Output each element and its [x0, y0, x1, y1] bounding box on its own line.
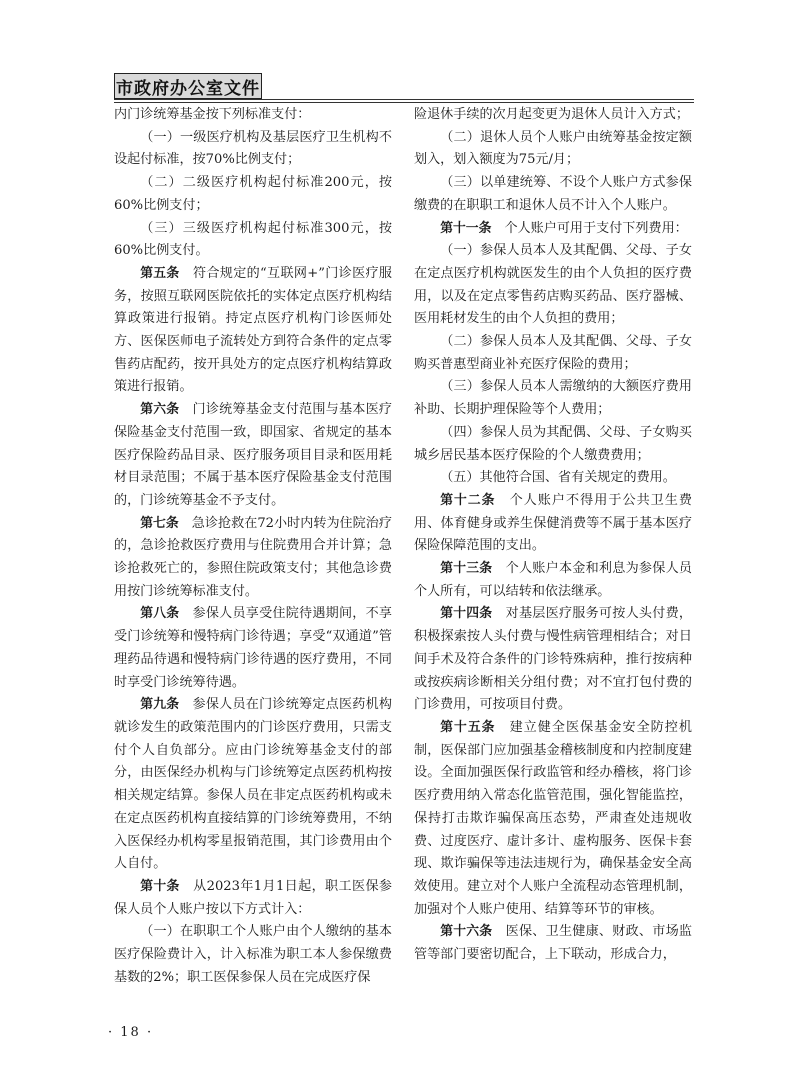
- paragraph-text: （二）二级医疗机构起付标准200元，按60%比例支付；: [114, 175, 392, 213]
- paragraph-text: 医保、卫生健康、财政、市场监管等部门要密切配合，上下联动，形成合力，: [414, 924, 692, 963]
- paragraph-text: （三）以单建统筹、不设个人账户方式参保缴费的在职职工和退休人员不计入个人账户。: [414, 175, 692, 213]
- article-number: 第十四条: [440, 606, 493, 622]
- article-number: 第六条: [140, 402, 180, 418]
- paragraph: [114, 104, 392, 127]
- paragraph-text: 对基层医疗服务可按人头付费，积极探索按人头付费与慢性病管理相结合；对日间手术及符合条件的门诊特殊病种，推行按病种或按疾病诊断相关分组付费；对不宜打包付费的门诊费用，可按项目付费。: [414, 606, 692, 713]
- paragraph-text: 个人账户可用于支付下列费用：: [504, 220, 688, 236]
- paragraph-text: （四）参保人员为其配偶、父母、子女购买城乡居民基本医疗保险的个人缴费费用；: [414, 424, 692, 463]
- paragraph-text: （三）参保人员本人需缴纳的大额医疗费用补助、长期护理保险等个人费用；: [414, 379, 692, 418]
- header-title: 市政府办公室文件: [114, 73, 262, 99]
- paragraph-text: 参保人员在门诊统筹定点医药机构就诊发生的政策范围内的门诊医疗费用，只需支付个人自负部分。应由门诊统筹基金支付的部分，由医保经办机构与门诊统筹定点医药机构按相关规定结算。参保人员在非定点医药机构或未在定点医药机构直接结算的门诊统筹费用，不纳入医保经办机构零星报销范围，其门诊费用由个人自付。: [114, 697, 393, 872]
- paragraph: [414, 218, 692, 241]
- paragraph-text: （三）三级医疗机构起付标准300元，按60%比例支付。: [114, 220, 392, 259]
- paragraph-text: （一）一级医疗机构及基层医疗卫生机构不设起付标准，按70%比例支付；: [114, 129, 392, 168]
- left-text-column: [114, 104, 392, 989]
- article-number: 第十一条: [440, 220, 492, 236]
- paragraph-text: 险退休手续的次月起变更为退休人员计入方式；: [414, 107, 689, 122]
- paragraph-text: 内门诊统筹基金按下列标准支付：: [114, 107, 311, 122]
- article-number: 第九条: [140, 697, 180, 713]
- paragraph: [414, 376, 692, 421]
- paragraph: [414, 104, 692, 127]
- article-number: 第十五条: [440, 719, 496, 735]
- paragraph: [114, 218, 392, 263]
- header-rule-secondary: [114, 102, 694, 103]
- paragraph-text: 从2023年1月1日起，职工医保参保人员个人账户按以下方式计入：: [114, 878, 393, 917]
- paragraph: [414, 603, 692, 717]
- paragraph: [414, 490, 692, 558]
- article-number: 第十六条: [440, 924, 493, 940]
- paragraph-text: （一）在职职工个人账户由个人缴纳的基本医疗保险费计入，计入标准为职工本人参保缴费基数的2%；职工医保参保人员在完成医疗保: [114, 924, 392, 985]
- paragraph-text: 个人账户不得用于公共卫生费用、体育健身或养生保健消费等不属于基本医疗保险保障范围的支出。: [414, 492, 693, 554]
- paragraph: [114, 876, 392, 921]
- right-text-column: [414, 104, 692, 967]
- paragraph: [114, 399, 392, 513]
- paragraph: [414, 240, 692, 331]
- paragraph: [114, 513, 392, 604]
- paragraph-text: 门诊统筹基金支付范围与基本医疗保险基金支付范围一致，即国家、省规定的基本医疗保险药品目录、医疗服务项目目录和医用耗材目录范围；不属于基本医疗保险基金支付范围的，门诊统筹基金不予支付。: [114, 402, 393, 508]
- paragraph: [114, 603, 392, 694]
- header-rule: [114, 99, 694, 100]
- paragraph: [414, 558, 692, 603]
- paragraph-text: （五）其他符合国、省有关规定的费用。: [440, 470, 676, 486]
- paragraph: [414, 331, 692, 376]
- article-number: 第八条: [140, 606, 180, 622]
- article-number: 第十三条: [440, 561, 493, 577]
- paragraph: [114, 127, 392, 172]
- paragraph: [414, 172, 692, 217]
- paragraph: [114, 921, 392, 989]
- paragraph: [414, 717, 692, 921]
- article-number: 第十二条: [440, 492, 496, 508]
- paragraph-text: （二）退休人员个人账户由统筹基金按定额划入，划入额度为75元/月；: [414, 129, 692, 168]
- paragraph-text: 建立健全医保基金安全防控机制，医保部门应加强基金稽核制度和内控制度建设。全面加强医保行政监管和经办稽核，将门诊医疗费用纳入常态化监管范围，强化智能监控，保持打击欺诈骗保高压态势，严肃查处违规收费、过度医疗、虚计多计、虚构服务、医保卡套现、欺诈骗保等违法违规行为，确保基金安全高效使用。建立对个人账户全流程动态管理机制，加强对个人账户使用、结算等环节的审核。: [414, 719, 693, 917]
- paragraph: [414, 921, 692, 966]
- paragraph-text: 符合规定的“互联网+”门诊医疗服务，按照互联网医院依托的实体定点医疗机构结算政策进行报销。持定点医疗机构门诊医师处方、医保医师电子流转处方到符合条件的定点零售药店配药，按开具处方的定点医疗机构结算政策进行报销。: [114, 265, 393, 395]
- article-number: 第十条: [140, 878, 180, 894]
- article-number: 第五条: [140, 265, 180, 281]
- paragraph: [414, 127, 692, 172]
- paragraph-text: 个人账户本金和利息为参保人员个人所有，可以结转和依法继承。: [414, 561, 692, 599]
- paragraph-text: （二）参保人员本人及其配偶、父母、子女购买普惠型商业补充医疗保险的费用；: [414, 334, 692, 372]
- paragraph: [414, 422, 692, 467]
- paragraph: [114, 694, 392, 876]
- paragraph: [114, 172, 392, 217]
- paragraph: [114, 263, 392, 399]
- article-number: 第七条: [140, 515, 179, 531]
- page-number: · 18 ·: [108, 1025, 154, 1040]
- document-header: [114, 71, 694, 101]
- paragraph: [414, 467, 692, 490]
- paragraph-text: （一）参保人员本人及其配偶、父母、子女在定点医疗机构就医发生的由个人负担的医疗费用，以及在定点零售药店购买药品、医疗器械、医用耗材发生的由个人负担的费用；: [414, 243, 692, 327]
- paragraph-text: 急诊抢救在72小时内转为住院治疗的，急诊抢救医疗费用与住院费用合并计算；急诊抢救死亡的，参照住院政策支付；其他急诊费用按门诊统筹标准支付。: [114, 515, 392, 599]
- paragraph-text: 参保人员享受住院待遇期间，不享受门诊统筹和慢特病门诊待遇；享受“双通道”管理药品待遇和慢特病门诊待遇的医疗费用，不同时享受门诊统筹待遇。: [114, 606, 393, 690]
